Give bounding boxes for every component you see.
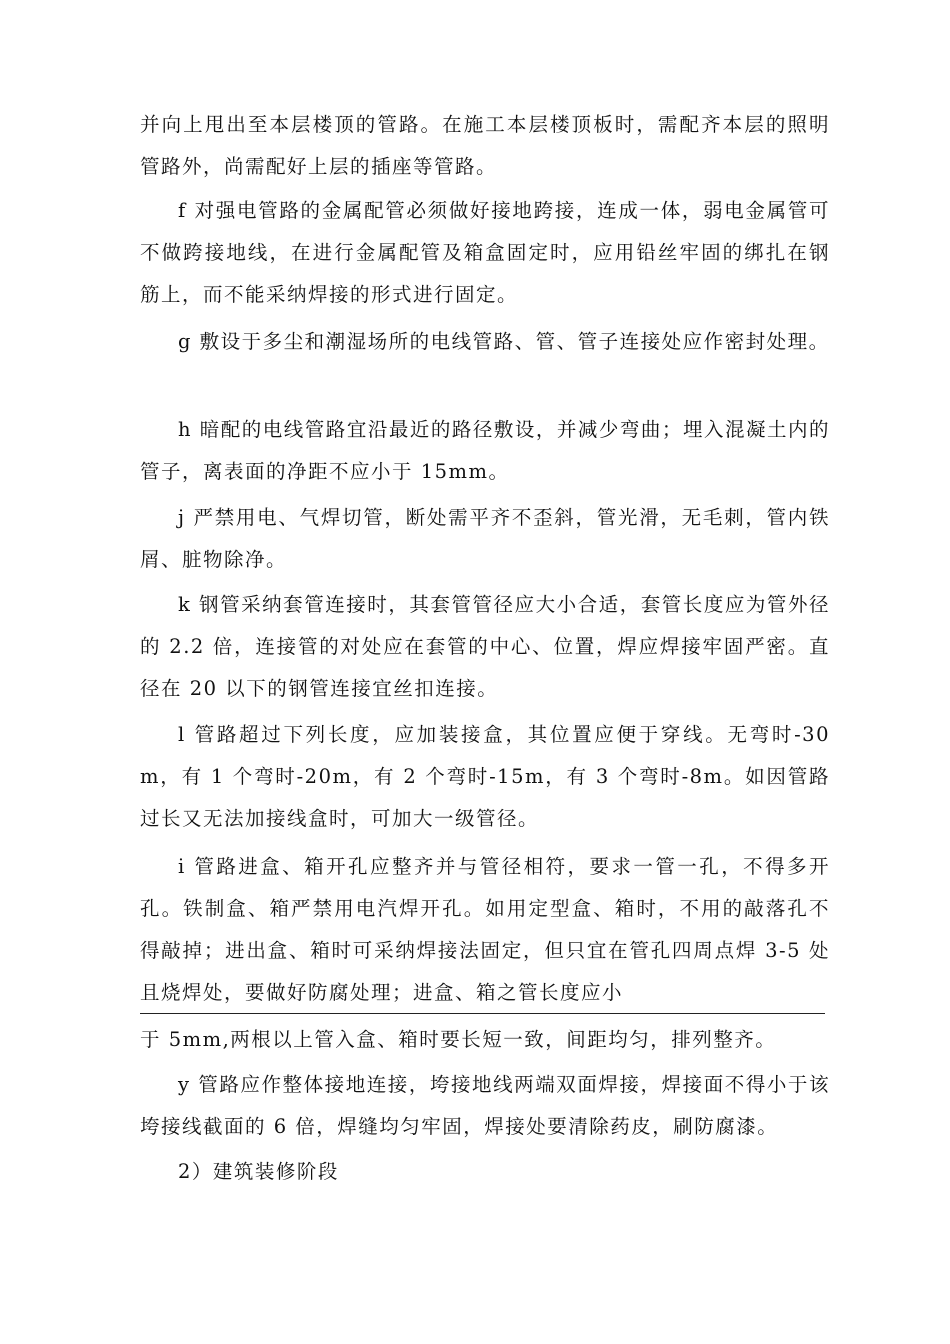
- page-break-rule: [140, 1013, 825, 1014]
- paragraph-f-metal-conduit-grounding: f 对强电管路的金属配管必须做好接地跨接，连成一体，弱电金属管可不做跨接地线，在进行金属配管及箱盒固定时，应用铅丝牢固的绑扎在钢筋上，而不能采纳焊接的形式进行固定。: [140, 199, 830, 306]
- paragraph-i-continued: 于 5mm,两根以上管入盒、箱时要长短一致，间距均匀，排列整齐。: [140, 1028, 777, 1051]
- paragraph-y-grounding: y 管路应作整体接地连接，垮接地线两端双面焊接，焊接面不得小于该垮接线截面的 6 倍，焊缝均匀牢固，焊接处要清除药皮，刷防腐漆。: [140, 1073, 830, 1138]
- paragraph-g-sealing: g 敷设于多尘和潮湿场所的电线管路、管、管子连接处应作密封处理。: [178, 330, 830, 353]
- paragraph-j-cutting: j 严禁用电、气焊切管，断处需平齐不歪斜，管光滑，无毛刺，管内铁屑、脏物除净。: [140, 506, 830, 571]
- paragraph-h-concealed-pipes: h 暗配的电线管路宜沿最近的路径敷设，并减少弯曲；埋入混凝土内的管子，离表面的净距不应小于 15mm。: [140, 418, 830, 483]
- paragraph-k-sleeve-connection: k 钢管采纳套管连接时，其套管管径应大小合适，套管长度应为管外径的 2.2 倍，连接管的对处应在套管的中心、位置，焊应焊接牢固严密。直径在 20 以下的钢管连接宜丝扣连接。: [140, 593, 830, 700]
- paragraph-l-junction-box: l 管路超过下列长度，应加装接盒，其位置应便于穿线。无弯时-30m，有 1 个弯时-20m，有 2 个弯时-15m，有 3 个弯时-8m。如因管路过长又无法加接线盒时，可加大一级管径。: [140, 723, 830, 830]
- paragraph-pipe-routing-continued: 并向上甩出至本层楼顶的管路。在施工本层楼顶板时，需配齐本层的照明管路外，尚需配好上层的插座等管路。: [140, 113, 830, 178]
- section-heading-decoration-stage: 2）建筑装修阶段: [178, 1160, 339, 1183]
- paragraph-i-box-openings: i 管路进盒、箱开孔应整齐并与管径相符，要求一管一孔，不得多开孔。铁制盒、箱严禁用电汽焊开孔。如用定型盒、箱时，不用的敲落孔不得敲掉；进出盒、箱时可采纳焊接法固定，但只宜在管孔四周点焊 3-5 处且烧焊处，要做好防腐处理；进盒、箱之管长度应小: [140, 855, 830, 1004]
